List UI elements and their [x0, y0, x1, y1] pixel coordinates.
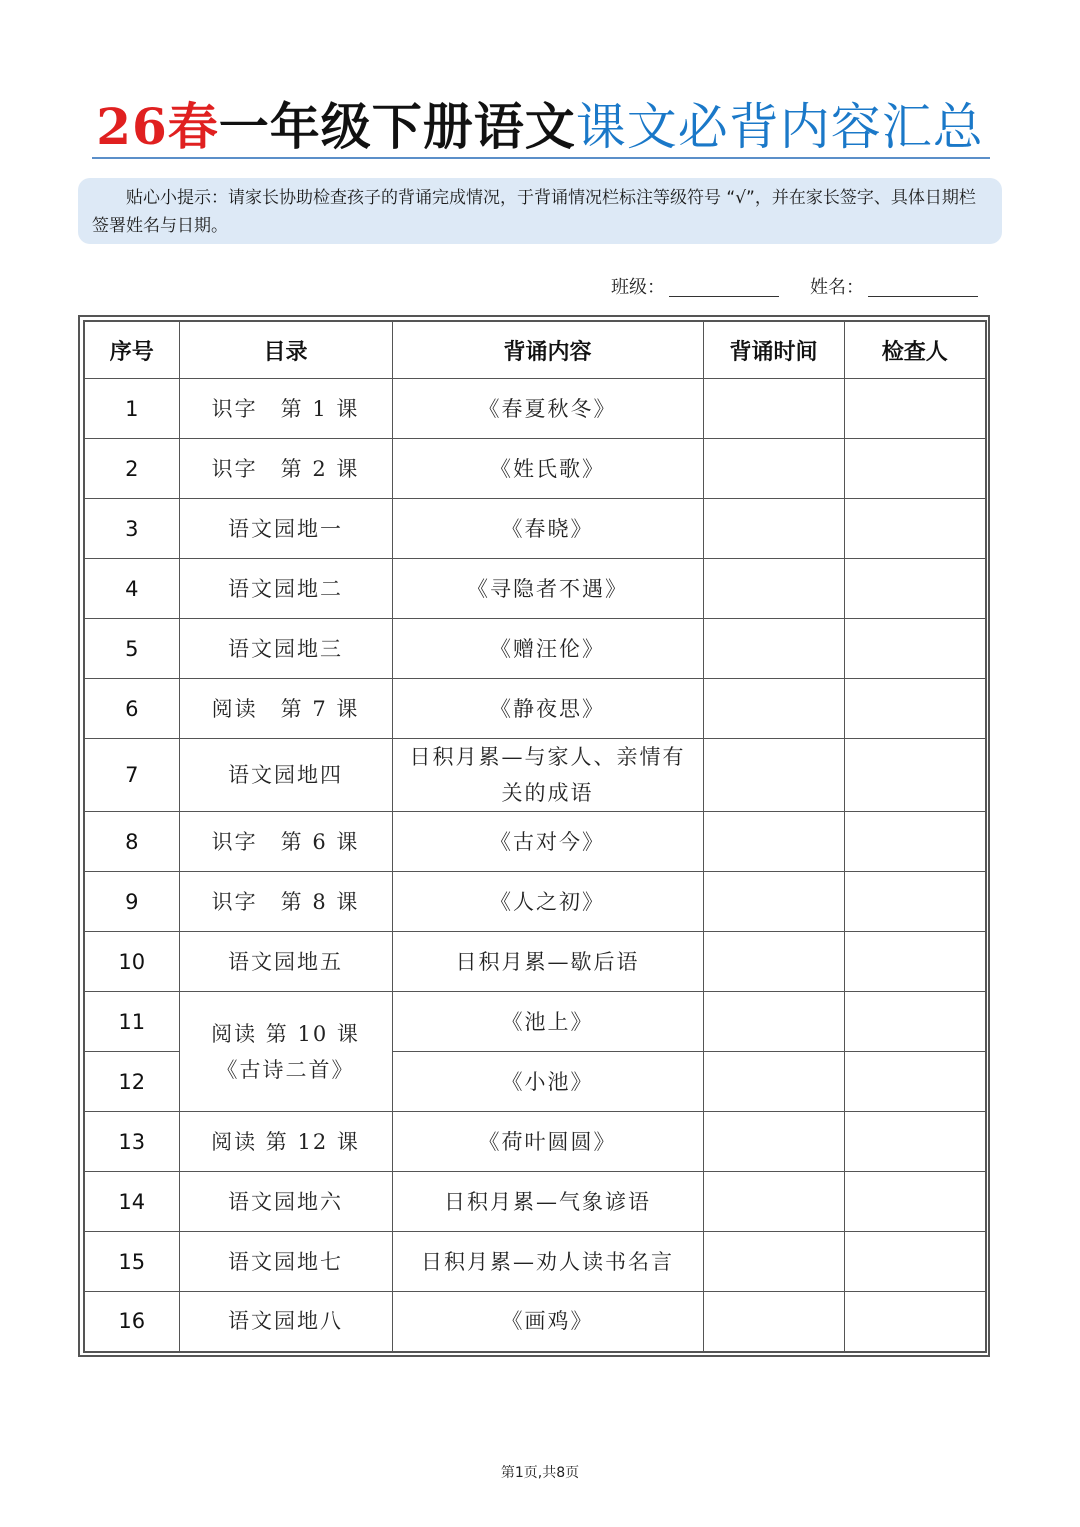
row-time-cell[interactable] [703, 439, 844, 499]
row-no: 1 [84, 379, 179, 439]
row-time-cell[interactable] [703, 812, 844, 872]
row-section: 识字 第 6 课 [179, 812, 392, 872]
row-section: 语文园地八 [179, 1292, 392, 1352]
row-checker-cell[interactable] [844, 1112, 986, 1172]
row-content: 《古对今》 [392, 812, 703, 872]
row-checker-cell[interactable] [844, 1052, 986, 1112]
row-time-cell[interactable] [703, 379, 844, 439]
row-time-cell[interactable] [703, 1232, 844, 1292]
name-blank[interactable] [868, 276, 978, 297]
row-content: 《池上》 [392, 992, 703, 1052]
row-checker-cell[interactable] [844, 872, 986, 932]
row-section: 语文园地五 [179, 932, 392, 992]
row-content: 《寻隐者不遇》 [392, 559, 703, 619]
row-content: 《姓氏歌》 [392, 439, 703, 499]
recitation-table [83, 320, 987, 1353]
row-no: 13 [84, 1112, 179, 1172]
row-checker-cell[interactable] [844, 1292, 986, 1352]
table-header-row [84, 321, 986, 379]
row-checker-cell[interactable] [844, 379, 986, 439]
row-section: 阅读 第 12 课 [179, 1112, 392, 1172]
row-checker-cell[interactable] [844, 932, 986, 992]
row-time-cell[interactable] [703, 619, 844, 679]
title-underline [92, 157, 990, 159]
table-row [84, 992, 986, 1052]
row-no: 7 [84, 739, 179, 812]
row-time-cell[interactable] [703, 499, 844, 559]
row-section: 语文园地一 [179, 499, 392, 559]
row-section: 识字 第 1 课 [179, 379, 392, 439]
row-no: 15 [84, 1232, 179, 1292]
row-no: 2 [84, 439, 179, 499]
row-time-cell[interactable] [703, 1292, 844, 1352]
row-time-cell[interactable] [703, 1052, 844, 1112]
row-content: 《赠汪伦》 [392, 619, 703, 679]
row-content: 日积月累—歇后语 [392, 932, 703, 992]
table-row [84, 812, 986, 872]
table-row [84, 439, 986, 499]
row-checker-cell[interactable] [844, 812, 986, 872]
tip-box: 贴心小提示：请家长协助检查孩子的背诵完成情况，于背诵情况栏标注等级符号 “√”，并在家长签字、具体日期栏签署姓名与日期。 [78, 178, 1002, 244]
row-checker-cell[interactable] [844, 992, 986, 1052]
table-row [84, 1172, 986, 1232]
row-section-line2: 《古诗二首》 [216, 1057, 355, 1082]
row-section: 识字 第 2 课 [179, 439, 392, 499]
row-time-cell[interactable] [703, 739, 844, 812]
row-checker-cell[interactable] [844, 559, 986, 619]
row-no: 16 [84, 1292, 179, 1352]
table-row [84, 379, 986, 439]
table-row [84, 739, 986, 812]
row-no: 6 [84, 679, 179, 739]
row-no: 4 [84, 559, 179, 619]
row-time-cell[interactable] [703, 1112, 844, 1172]
title-grade: 一年级下册语文 [218, 97, 576, 156]
row-section: 语文园地三 [179, 619, 392, 679]
row-content: 《人之初》 [392, 872, 703, 932]
row-content: 日积月累—劝人读书名言 [392, 1232, 703, 1292]
row-time-cell[interactable] [703, 932, 844, 992]
row-checker-cell[interactable] [844, 499, 986, 559]
row-content: 日积月累—与家人、亲情有关的成语 [392, 739, 703, 812]
class-field[interactable] [611, 274, 779, 302]
row-content: 《小池》 [392, 1052, 703, 1112]
name-field[interactable] [810, 274, 978, 302]
row-checker-cell[interactable] [844, 679, 986, 739]
row-checker-cell[interactable] [844, 1172, 986, 1232]
row-checker-cell[interactable] [844, 439, 986, 499]
table-row [84, 872, 986, 932]
page-title [0, 92, 1080, 162]
row-content: 《春夏秋冬》 [392, 379, 703, 439]
row-no: 9 [84, 872, 179, 932]
row-time-cell[interactable] [703, 992, 844, 1052]
table-row [84, 499, 986, 559]
row-section-line1: 阅读 第 10 课 [211, 1021, 360, 1046]
class-label: 班级： [611, 277, 665, 298]
title-year: 26春 [96, 97, 219, 156]
table-row [84, 559, 986, 619]
row-time-cell[interactable] [703, 1172, 844, 1232]
row-content: 《画鸡》 [392, 1292, 703, 1352]
header-time: 背诵时间 [703, 321, 844, 379]
row-section: 语文园地七 [179, 1232, 392, 1292]
row-no: 8 [84, 812, 179, 872]
class-blank[interactable] [669, 276, 779, 297]
row-section: 识字 第 8 课 [179, 872, 392, 932]
row-section-merged [179, 992, 392, 1112]
table-row [84, 679, 986, 739]
row-no: 12 [84, 1052, 179, 1112]
table-row [84, 1232, 986, 1292]
row-no: 5 [84, 619, 179, 679]
row-content: 《静夜思》 [392, 679, 703, 739]
table-row [84, 1112, 986, 1172]
table-row [84, 932, 986, 992]
row-no: 10 [84, 932, 179, 992]
row-checker-cell[interactable] [844, 1232, 986, 1292]
row-checker-cell[interactable] [844, 739, 986, 812]
row-content: 《荷叶圆圆》 [392, 1112, 703, 1172]
page-number: 第1页,共8页 [500, 1465, 580, 1481]
header-checker: 检查人 [844, 321, 986, 379]
row-section: 语文园地四 [179, 739, 392, 812]
row-checker-cell[interactable] [844, 619, 986, 679]
row-time-cell[interactable] [703, 559, 844, 619]
row-content: 《春晓》 [392, 499, 703, 559]
row-section: 语文园地六 [179, 1172, 392, 1232]
table-frame [78, 315, 990, 1357]
row-content: 日积月累—气象谚语 [392, 1172, 703, 1232]
row-no: 14 [84, 1172, 179, 1232]
header-section: 目录 [179, 321, 392, 379]
row-time-cell[interactable] [703, 679, 844, 739]
row-no: 11 [84, 992, 179, 1052]
table-row [84, 1292, 986, 1352]
header-content: 背诵内容 [392, 321, 703, 379]
row-no: 3 [84, 499, 179, 559]
name-label: 姓名： [810, 277, 864, 298]
header-no: 序号 [84, 321, 179, 379]
row-section: 语文园地二 [179, 559, 392, 619]
row-section: 阅读 第 7 课 [179, 679, 392, 739]
title-subject: 课文必背内容汇总 [575, 98, 984, 156]
row-time-cell[interactable] [703, 872, 844, 932]
table-row [84, 619, 986, 679]
